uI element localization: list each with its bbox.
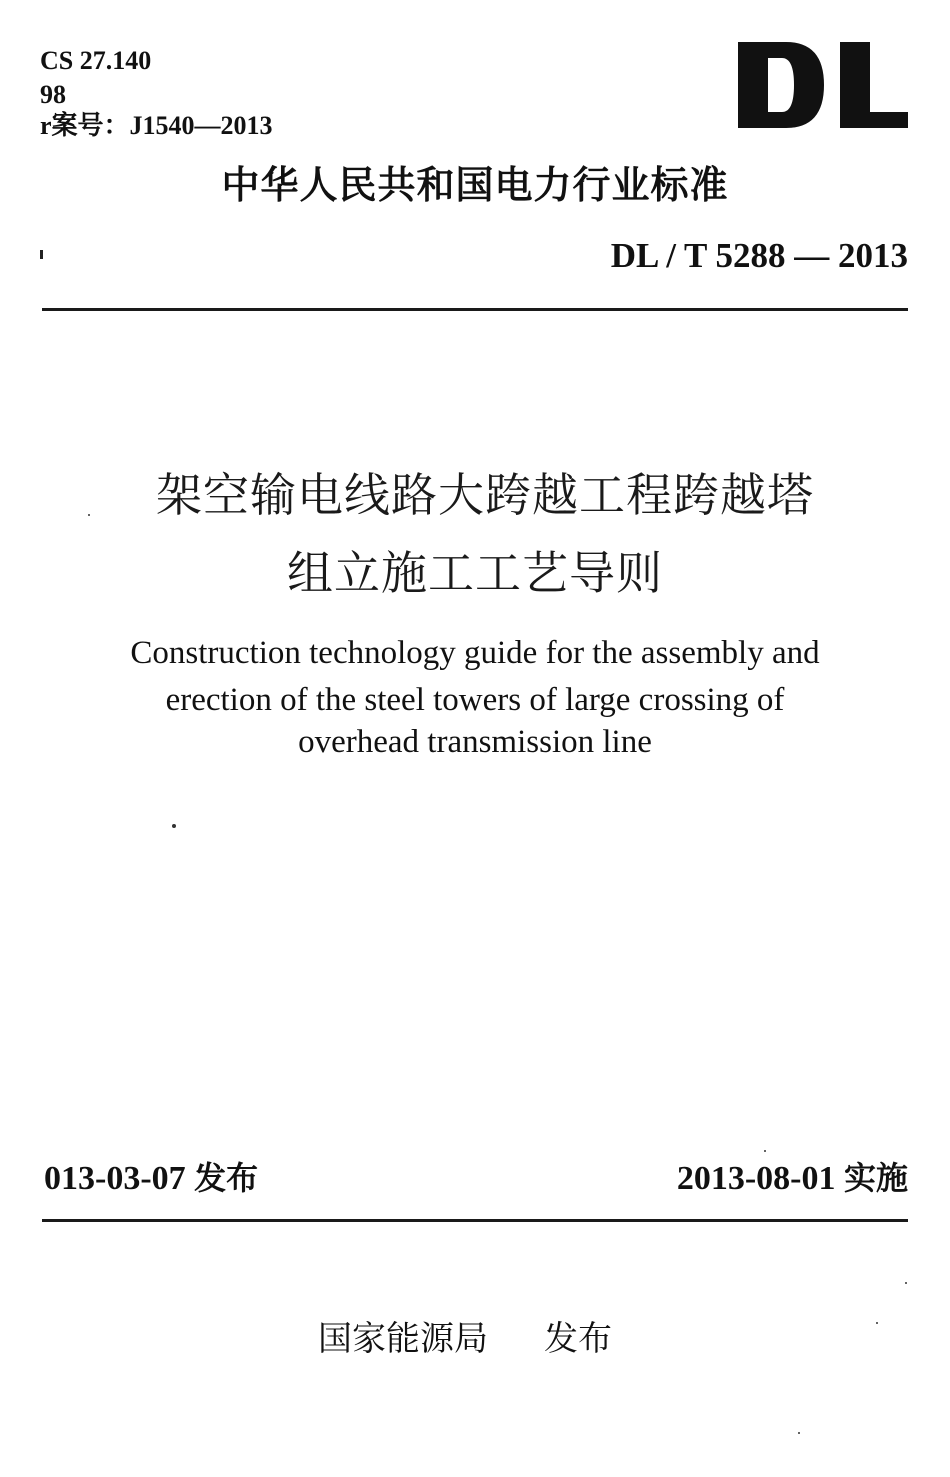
issue-date-label: 发布 bbox=[194, 1159, 259, 1197]
scan-speck bbox=[172, 824, 176, 828]
title-english-line-1: Construction technology guide for the assembly and bbox=[130, 635, 820, 671]
title-english-line-2: erection of the steel towers of large crossing of bbox=[165, 682, 785, 718]
category-code: 98 bbox=[40, 80, 66, 109]
scan-speck bbox=[876, 1322, 878, 1324]
issue-date-value: 013-03-07 bbox=[44, 1160, 186, 1197]
publisher bbox=[318, 1319, 612, 1359]
scan-speck bbox=[905, 1282, 907, 1284]
dl-logo-d-shape bbox=[738, 42, 824, 128]
issuing-authority: 中华人民共和国电力行业标准 bbox=[221, 163, 729, 207]
issue-date bbox=[44, 1159, 259, 1197]
implementation-date bbox=[676, 1159, 908, 1197]
implementation-date-label: 实施 bbox=[843, 1159, 908, 1197]
dl-logo-l-shape bbox=[840, 42, 908, 128]
top-divider bbox=[42, 308, 908, 311]
implementation-date-value: 2013-08-01 bbox=[676, 1160, 836, 1197]
publisher-action: 发布 bbox=[544, 1319, 612, 1359]
scan-speck bbox=[764, 1150, 766, 1152]
standard-number: DL / T 5288 — 2013 bbox=[610, 236, 908, 275]
record-number: r案号：J1540—2013 bbox=[40, 111, 273, 140]
title-english-line-3: overhead transmission line bbox=[298, 724, 652, 760]
title-chinese-line-1: 架空输电线路大跨越工程跨越塔 bbox=[156, 468, 814, 522]
scan-speck bbox=[88, 514, 90, 516]
dl-logo-icon bbox=[738, 42, 908, 128]
scan-speck bbox=[798, 1432, 800, 1434]
ics-code: CS 27.140 bbox=[40, 46, 152, 75]
edge-mark bbox=[40, 250, 43, 259]
title-chinese-line-2: 组立施工工艺导则 bbox=[287, 546, 663, 600]
bottom-divider bbox=[42, 1219, 908, 1222]
publisher-name: 国家能源局 bbox=[318, 1319, 488, 1359]
